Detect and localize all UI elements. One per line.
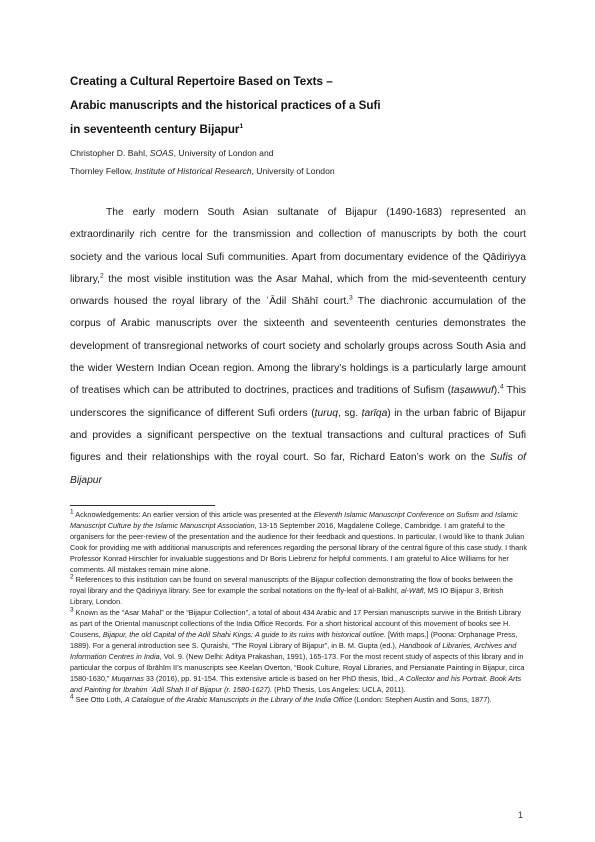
footnote-text: [With maps.] (Poona: Orphanage Press, 1889). For a general introduction see S. Quraishi, “The Royal Library of Bijapur”, in B. M. Gupta (ed.), [70, 629, 518, 650]
footnote-text: , 13-15 September 2016, Magdalene College, Cambridge. I am grateful to the organisers for the peer-review of the presentation and the audience for their feedback and questions. In particular, I would like to thank Julian Cook for providing me with additional manuscripts and references regarding the personal library of the central figure of this case study. I thank Professor Konrad Hirschler for invaluable suggestions and Dr Boris Liebrenz for helpful comments. I am grateful to Alice Williams for her comments. All mistakes remain mine alone. [70, 520, 527, 574]
body-sentence: , sg. [338, 407, 362, 419]
footnote-text: 33 (2016), pp. 91-154. This extensive article is based on her PhD thesis, Ibid., [143, 673, 400, 683]
footnote-italic: A Catalogue of the Arabic Manuscripts in the Library of the India Office [124, 695, 353, 705]
body-sentence: The early modern South Asian sultanate of Bijapur (1490-1683) represented an extraordinarily rich centre for the transmission and collection of manuscripts by both the court society and the various local Sufi communities. Apart from documentary evidence of the Qādiriyya library, [70, 207, 526, 285]
paper-title-line-2: Arabic manuscripts and the historical practices of a Sufi [70, 99, 381, 112]
footnote-italic: Bijapur, the old Capital of the Adil Shahi Kings: A guide to its ruins with historical outline. [102, 629, 386, 639]
footnote-italic: Eleventh Islamic Manuscript Conference on Sufism and Islamic Manuscript Culture by the Islamic Manuscript Association [70, 510, 518, 530]
footnote-text: , MS IO Bijapur 3, British Library, London. [70, 586, 504, 607]
body-paragraph [70, 202, 526, 492]
affiliation-text: , University of London and [173, 148, 274, 158]
page-number: 1 [518, 810, 524, 820]
institution-ihr: Institute of Historical Research [134, 166, 252, 176]
body-sentence: ) in the urban fabric of Bijapur and provides a significant perspective on the textual transactions and cultural practices of Sufi figures and their relationships with the royal court. So far, Richard Eaton’s work on the [70, 407, 526, 464]
fellowship-text: Thornley Fellow, [70, 166, 135, 176]
italic-term: ṭarīqa [361, 407, 388, 419]
footnote-italic: Handbook of Libraries, Archives and Information Centres in India [70, 640, 517, 661]
body-sentence: This underscores the significance of different Sufi orders ( [70, 385, 526, 419]
footnote-text: See Otto Loth, [73, 695, 125, 705]
italic-term: taṣawwuf [451, 385, 494, 397]
institution-soas: SOAS [149, 148, 174, 158]
title-line-3-text: in seventeenth century Bijapur [70, 123, 240, 136]
italic-title: Sufis of Bijapur [70, 452, 526, 486]
footnote-1 [70, 510, 528, 575]
footnote-separator [70, 505, 215, 506]
body-text [70, 202, 526, 492]
footnote-text: References to this institution can be found on several manuscripts of the Bijapur collection demonstrating the flow of books between the royal library and the Qādiriyya library. See for example the scribal notations on the fly-leaf of al-Balkhī, [70, 575, 513, 596]
footnote-3 [70, 608, 528, 695]
footnote-italic: A Collector and his Portrait. Book Arts and Painting for Ibrahim ʿAdil Shah II of Bijapur (r. 1580-1627). [70, 673, 522, 694]
paper-title-line-1: Creating a Cultural Repertoire Based on Texts – [70, 75, 333, 88]
footnote-ref-4[interactable]: 4 [500, 383, 504, 391]
footnote-italic: al-Wāfī [400, 586, 424, 596]
footnote-4 [70, 695, 528, 706]
body-sentence: the most visible institution was the Asar Mahal, which from the mid-seventeenth century onwards housed the royal library of the ʿĀdil Shāhī court. [70, 273, 526, 308]
footnote-ref-1[interactable]: 1 [239, 123, 244, 131]
affiliation-text: , University of London [251, 166, 335, 176]
footnote-number: 2 [70, 574, 74, 582]
footnote-ref-2[interactable]: 2 [100, 272, 104, 280]
author-name: Christopher D. Bahl, [70, 148, 150, 158]
footnote-number: 3 [70, 606, 74, 614]
paper-title-line-3 [70, 123, 530, 137]
footnote-ref-3[interactable]: 3 [349, 294, 353, 302]
author-affiliation-2 [70, 166, 335, 177]
footnote-2 [70, 575, 528, 608]
italic-term: ṭuruq [314, 407, 338, 419]
body-sentence: ). [493, 385, 501, 397]
footnote-number: 4 [70, 693, 74, 701]
footnotes [70, 510, 528, 706]
footnote-text: (London: Stephen Austin and Sons, 1877). [352, 695, 492, 705]
footnote-italic: Muqarnas [111, 673, 144, 683]
footnote-text: , Vol. 9. (New Delhi: Aditya Prakashan, 1991), 165-173. For the most recent study of aspects of this library and in particular the corpus of Ibrāhīm II’s manuscripts see Keelan Overton, “Book Culture, Royal Libraries, and Persianate Painting in Bijapur, circa 1580-1630,” [70, 651, 525, 683]
body-sentence: The diachronic accumulation of the corpus of Arabic manuscripts over the sixteenth and seventeenth centuries demonstrates the development of transregional networks of court society and scholarly groups across South Asia and the wider Western Indian Ocean region. Among the library’s holdings is a particularly large amount of treatises which can be attributed to doctrines, practices and traditions of Sufism ( [70, 296, 526, 397]
footnote-text: Acknowledgements: An earlier version of this article was presented at the [73, 510, 314, 519]
author-affiliation-1 [70, 148, 274, 159]
footnote-text: Known as the “Asar Mahal” or the “Bijapur Collection”, a total of about 434 Arabic and 17 Persian manuscripts survive in the British Library as part of the Oriental manuscript collections of the India Office Records. For a short historical account of this movement of books see H. Cousens, [70, 608, 521, 639]
footnote-text: (PhD Thesis, Los Angeles: UCLA, 2011). [272, 684, 406, 694]
footnote-number: 1 [70, 508, 74, 516]
